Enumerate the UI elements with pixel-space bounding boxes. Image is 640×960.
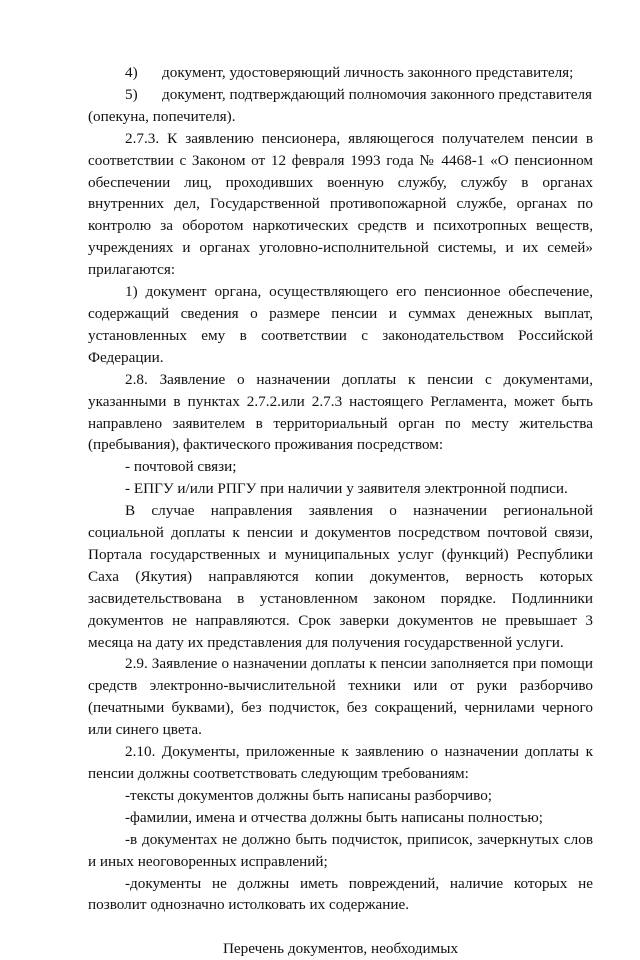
list-item-text: документ, подтверждающий полномочия законного представителя bbox=[162, 85, 593, 103]
paragraph-2-10: 2.10. Документы, приложенные к заявлению о назначении доплаты к пенсии должны соответствовать следующим требованиям: bbox=[88, 743, 593, 782]
list-number: 5) bbox=[125, 85, 138, 103]
list-item-5 bbox=[88, 84, 593, 106]
requirement-3: -в документах не должно быть подчисток, приписок, зачеркнутых слов и иных неоговоренных исправлений; bbox=[88, 830, 593, 870]
paragraph-2-9: 2.9. Заявление о назначении доплаты к пенсии заполняется при помощи средств электронно-вычислительной техники или от руки разборчиво (печатными буквами), без подчисток, без сокращений, чернилами черного или синего цвета. bbox=[88, 655, 593, 739]
requirement-1: -тексты документов должны быть написаны разборчиво; bbox=[125, 786, 493, 804]
spacer bbox=[88, 916, 593, 938]
list-item-4 bbox=[88, 62, 593, 84]
paragraph-2-7-3-item-1: 1) документ органа, осуществляющего его пенсионное обеспечение, содержащий сведения о размере пенсии и суммах денежных выплат, установленных ему в соответствии с законодательством Российской Федерации. bbox=[88, 283, 593, 366]
requirement-4: -документы не должны иметь повреждений, наличие которых не позволит однозначно истолковать их содержание. bbox=[88, 874, 593, 914]
paragraph-2-7-3: 2.7.3. К заявлению пенсионера, являющегося получателем пенсии в соответствии с Законом от 12 февраля 1993 года № 4468-1 «О пенсионном обеспечении лиц, проходивших военную службу, службу в органах внутренних дел, Государственной противопожарной службе, органах по контролю за оборотом наркотических средств и психотропных веществ, учреждениях и органах уголовно-исполнительной системы, и их семей» прилагаются: bbox=[88, 129, 593, 279]
section-heading: Перечень документов, необходимых bbox=[222, 940, 459, 958]
paragraph-2-8: 2.8. Заявление о назначении доплаты к пенсии с документами, указанными в пунктах 2.7.2.или 2.7.3 настоящего Регламента, может быть направлено заявителем в территориальный орган по месту жительства (пребывания), фактического проживания посредством: bbox=[88, 370, 593, 454]
list-item-text: документ, удостоверяющий личность законного представителя; bbox=[162, 64, 574, 81]
document-body bbox=[88, 62, 593, 960]
paragraph-2-8-mail: - почтовой связи; bbox=[125, 458, 237, 476]
list-number: 4) bbox=[125, 64, 138, 81]
paragraph-2-8-case: В случае направления заявления о назначении региональной социальной доплаты к пенсии и документов посредством почтовой связи, Портала государственных и муниципальных услуг (функций) Республики Саха (Якутия) направляются копии документов, верность которых засвидетельствована в установленном законом порядке. Подлинники документов не направляются. Срок заверки документов не превышает 3 месяца на дату их представления для получения государственной услуги. bbox=[88, 502, 593, 651]
requirement-2: -фамилии, имена и отчества должны быть написаны полностью; bbox=[125, 808, 543, 826]
list-item-5-continuation: (опекуна, попечителя). bbox=[88, 107, 236, 125]
paragraph-2-8-epgu: - ЕПГУ и/или РПГУ при наличии у заявителя электронной подписи. bbox=[125, 480, 568, 498]
